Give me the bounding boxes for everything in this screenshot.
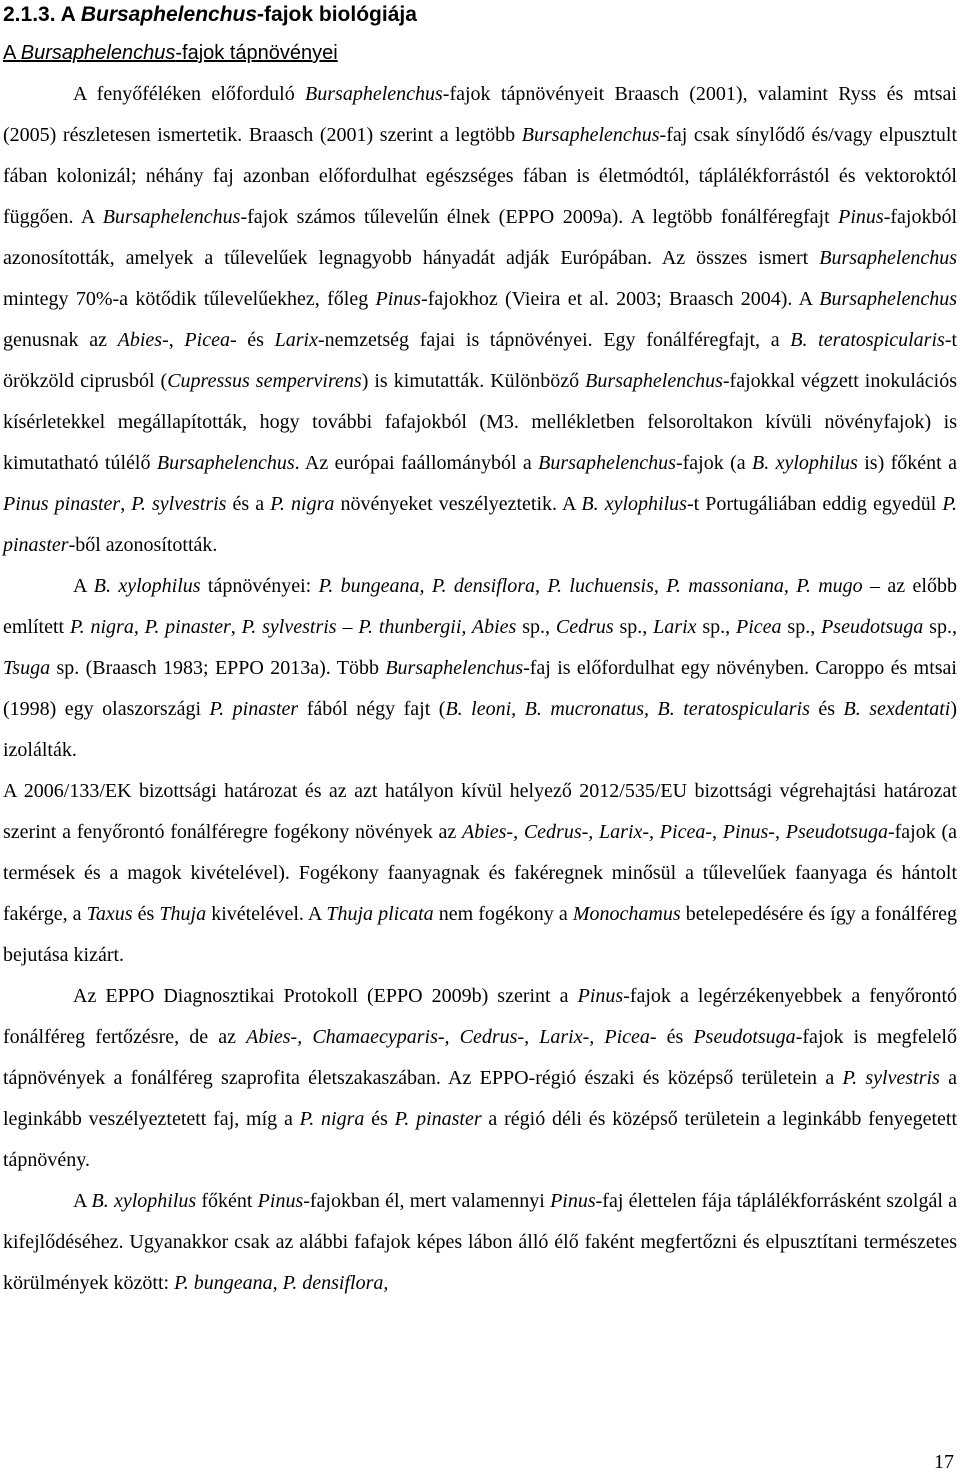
text-run: A	[73, 1190, 92, 1212]
italic-term: P. bungeana, P. densiflora, P. luchuensis, P. massoniana, P. mugo	[318, 575, 863, 597]
italic-term: P. pinaster	[3, 493, 957, 556]
italic-term: Thuja plicata	[326, 903, 434, 925]
text-run: A fenyőféléken előforduló	[73, 83, 306, 105]
italic-term: Bursaphelenchus	[585, 370, 723, 392]
italic-term: P. nigra	[299, 1108, 365, 1130]
italic-term: Pseudotsuga	[821, 616, 924, 638]
italic-term: P. nigra, P. pinaster	[69, 616, 231, 638]
subheading-post: -fajok tápnövényei	[175, 42, 338, 64]
heading-pre: A	[55, 3, 81, 26]
italic-term: Bursaphelenchus	[385, 657, 524, 679]
italic-term: B. leoni, B. mucronatus, B. teratospicularis	[445, 698, 810, 720]
italic-term: Bursaphelenchus	[521, 124, 660, 146]
text-run: főként	[196, 1190, 258, 1212]
italic-term: Thuja	[159, 903, 207, 925]
italic-term: P. pinaster	[394, 1108, 482, 1130]
text-run: sp.,	[781, 616, 822, 638]
text-run: ,	[711, 821, 723, 843]
text-run: -fajok számos tűlevelűn élnek (EPPO 2009a). A legtöbb fonálféregfajt	[240, 206, 839, 228]
italic-term: Taxus	[86, 903, 133, 925]
text-run: -,	[162, 329, 185, 351]
italic-term: Abies-, Chamaecyparis-, Cedrus-, Larix-, Picea-	[246, 1026, 657, 1048]
italic-term: Picea	[184, 329, 230, 351]
text-run: a leginkább veszélyeztetett faj, míg a	[3, 1067, 957, 1130]
italic-term: Cupressus sempervirens	[167, 370, 362, 392]
italic-term: Larix	[653, 616, 697, 638]
heading-genus: Bursaphelenchus	[80, 3, 258, 26]
text-run: –	[336, 616, 359, 638]
subheading-pre: A	[3, 42, 21, 64]
text-run: -faj is előfordulhat egy növényben. Caroppo és mtsai (1998) egy olaszországi	[3, 657, 957, 720]
section-heading	[3, 2, 417, 28]
text-run: sp.,	[516, 616, 556, 638]
text-run: kivételével. A	[206, 903, 327, 925]
text-run: nem fogékony a	[433, 903, 573, 925]
body-text	[3, 74, 957, 1304]
text-run: -fajokkal végzett inokulációs kísérletekkel megállapították, hogy további fafajokból (M3. mellékletben felsoroltakon kívüli növényfajok) is kimutatható túlélő	[3, 370, 958, 474]
italic-term: Pinus	[375, 288, 422, 310]
italic-term: B. xylophilus	[91, 1190, 197, 1212]
text-run: . Az európai faállományból a	[294, 452, 539, 474]
text-run: növényeket veszélyeztetik. A	[334, 493, 582, 515]
section-number: 2.1.3.	[3, 3, 56, 26]
italic-term: Bursaphelenchus	[102, 206, 241, 228]
text-run: tápnövényei:	[200, 575, 319, 597]
italic-term: Bursaphelenchus	[305, 83, 443, 105]
text-run: betelepedésére és így a fonálféreg bejutása kizárt.	[3, 903, 957, 966]
italic-term: Bursaphelenchus	[819, 247, 957, 269]
italic-term: P. nigra	[270, 493, 335, 515]
text-run: sp.,	[696, 616, 737, 638]
subsection-heading	[3, 40, 338, 66]
text-run: -faj csak sínylődő és/vagy elpusztult fában kolonizál; néhány faj azonban előfordulhat egészséges fában is életmódtól, táplálékforrástól és vektoroktól függően. A	[3, 124, 958, 228]
italic-term: Pinus	[838, 206, 884, 228]
italic-term: P. sylvestris	[842, 1067, 940, 1089]
text-run: -fajokhoz (Vieira et al. 2003; Braasch 2004). A	[421, 288, 820, 310]
italic-term: Picea	[736, 616, 782, 638]
text-run: és	[809, 698, 844, 720]
italic-term: P. pinaster	[209, 698, 299, 720]
italic-term: B. sexdentati	[843, 698, 951, 720]
italic-term: Pinus	[550, 1190, 596, 1212]
paragraph	[3, 566, 957, 771]
italic-term: Pinus	[257, 1190, 304, 1212]
paragraph	[3, 74, 957, 566]
text-run: mintegy 70%-a kötődik tűlevelűekhez, főleg	[3, 288, 376, 310]
text-run: - és	[229, 329, 275, 351]
italic-term: P. sylvestris	[241, 616, 337, 638]
text-run: -fajok a legérzékenyebbek a fenyőrontó fonálféreg fertőzésre, de az	[3, 985, 957, 1048]
paragraph	[3, 771, 957, 976]
subheading-genus: Bursaphelenchus	[20, 42, 176, 64]
paragraph	[3, 976, 957, 1181]
italic-term: Larix	[274, 329, 318, 351]
italic-term: P. sylvestris	[131, 493, 227, 515]
text-run: és	[364, 1108, 395, 1130]
italic-term: Pseudotsuga	[693, 1026, 796, 1048]
text-run: és	[132, 903, 160, 925]
italic-term: Pinus pinaster	[3, 493, 121, 515]
text-run: fából négy fajt (	[298, 698, 446, 720]
text-run: -t Portugáliában eddig egyedül	[686, 493, 943, 515]
text-run: ) izolálták.	[3, 698, 957, 761]
text-run: -fajok tápnövényeit Braasch (2001), valamint Ryss és mtsai (2005) részletesen ismertetik. Braasch (2001) szerint a legtöbb	[3, 83, 957, 146]
text-run: sp.,	[923, 616, 957, 638]
italic-term: Bursaphelenchus	[538, 452, 676, 474]
italic-term: Pinus	[577, 985, 624, 1007]
text-run: ,	[120, 493, 132, 515]
text-run: is) főként a	[857, 452, 957, 474]
text-run: Az EPPO Diagnosztikai Protokoll (EPPO 2009b) szerint a	[73, 985, 578, 1007]
text-run: sp.,	[613, 616, 654, 638]
italic-term: P. thunbergii, Abies	[358, 616, 517, 638]
text-run: A	[73, 575, 94, 597]
text-run: -ből azonosították.	[68, 534, 218, 556]
italic-term: B. xylophilus	[581, 493, 687, 515]
italic-term: Abies-, Cedrus-, Larix-, Picea-	[461, 821, 712, 843]
text-run: – az előbb említett	[3, 575, 957, 638]
text-run: -t örökzöld ciprusból (	[3, 329, 958, 392]
heading-post: -fajok biológiája	[257, 3, 417, 26]
italic-term: P. bungeana, P. densiflora,	[174, 1272, 389, 1294]
text-run: a régió déli és középső területein a leginkább fenyegetett tápnövény.	[3, 1108, 958, 1171]
italic-term: Bursaphelenchus	[819, 288, 957, 310]
text-run: ,	[774, 821, 786, 843]
italic-term: Pinus-	[722, 821, 775, 843]
italic-term: Cedrus	[555, 616, 614, 638]
text-run: és	[656, 1026, 694, 1048]
italic-term: B. teratospicularis	[790, 329, 945, 351]
italic-term: Monochamus	[572, 903, 681, 925]
text-run: ) is kimutatták. Különböző	[361, 370, 586, 392]
text-run: sp. (Braasch 1983; EPPO 2013a). Több	[50, 657, 386, 679]
text-run: -fajokból azonosították, amelyek a tűlevelűek legnagyobb hányadát adják Európában. Az összes ismert	[3, 206, 957, 269]
text-run: -fajok (a	[675, 452, 753, 474]
italic-term: B. xylophilus	[752, 452, 858, 474]
text-run: ,	[230, 616, 242, 638]
text-run: -fajok is megfelelő tápnövények a fonálféreg szaprofita életszakaszában. Az EPPO-régió északi és középső területein a	[3, 1026, 957, 1089]
italic-term: Tsuga	[3, 657, 51, 679]
italic-term: Bursaphelenchus	[156, 452, 295, 474]
text-run: és a	[226, 493, 271, 515]
italic-term: B. xylophilus	[93, 575, 201, 597]
text-run: -nemzetség fajai is tápnövényei. Egy fonálféregfajt, a	[317, 329, 791, 351]
text-run: A 2006/133/EK bizottsági határozat és az azt hatályon kívül helyező 2012/535/EU bizottsági végrehajtási határozat szerint a fenyőrontó fonálféregre fogékony növények az	[3, 780, 957, 843]
text-run: -fajok (a termések és a magok kivételével). Fogékony faanyagnak és fakéregnek minősül a tűlevelűek faanyaga és hántolt fakérge, a	[3, 821, 958, 925]
paragraph	[3, 1181, 957, 1304]
italic-term: Pseudotsuga	[785, 821, 888, 843]
text-run: -faj élettelen fája táplálékforrásként szolgál a kifejlődéséhez. Ugyanakkor csak az alábbi fafajok képes lábon álló élő faként megfertőzni és elpusztítani természetes körülmények között:	[3, 1190, 957, 1294]
text-run: -fajokban él, mert valamennyi	[303, 1190, 551, 1212]
italic-term: Abies	[117, 329, 163, 351]
text-run: genusnak az	[3, 329, 118, 351]
page-number: 17	[934, 1451, 954, 1473]
